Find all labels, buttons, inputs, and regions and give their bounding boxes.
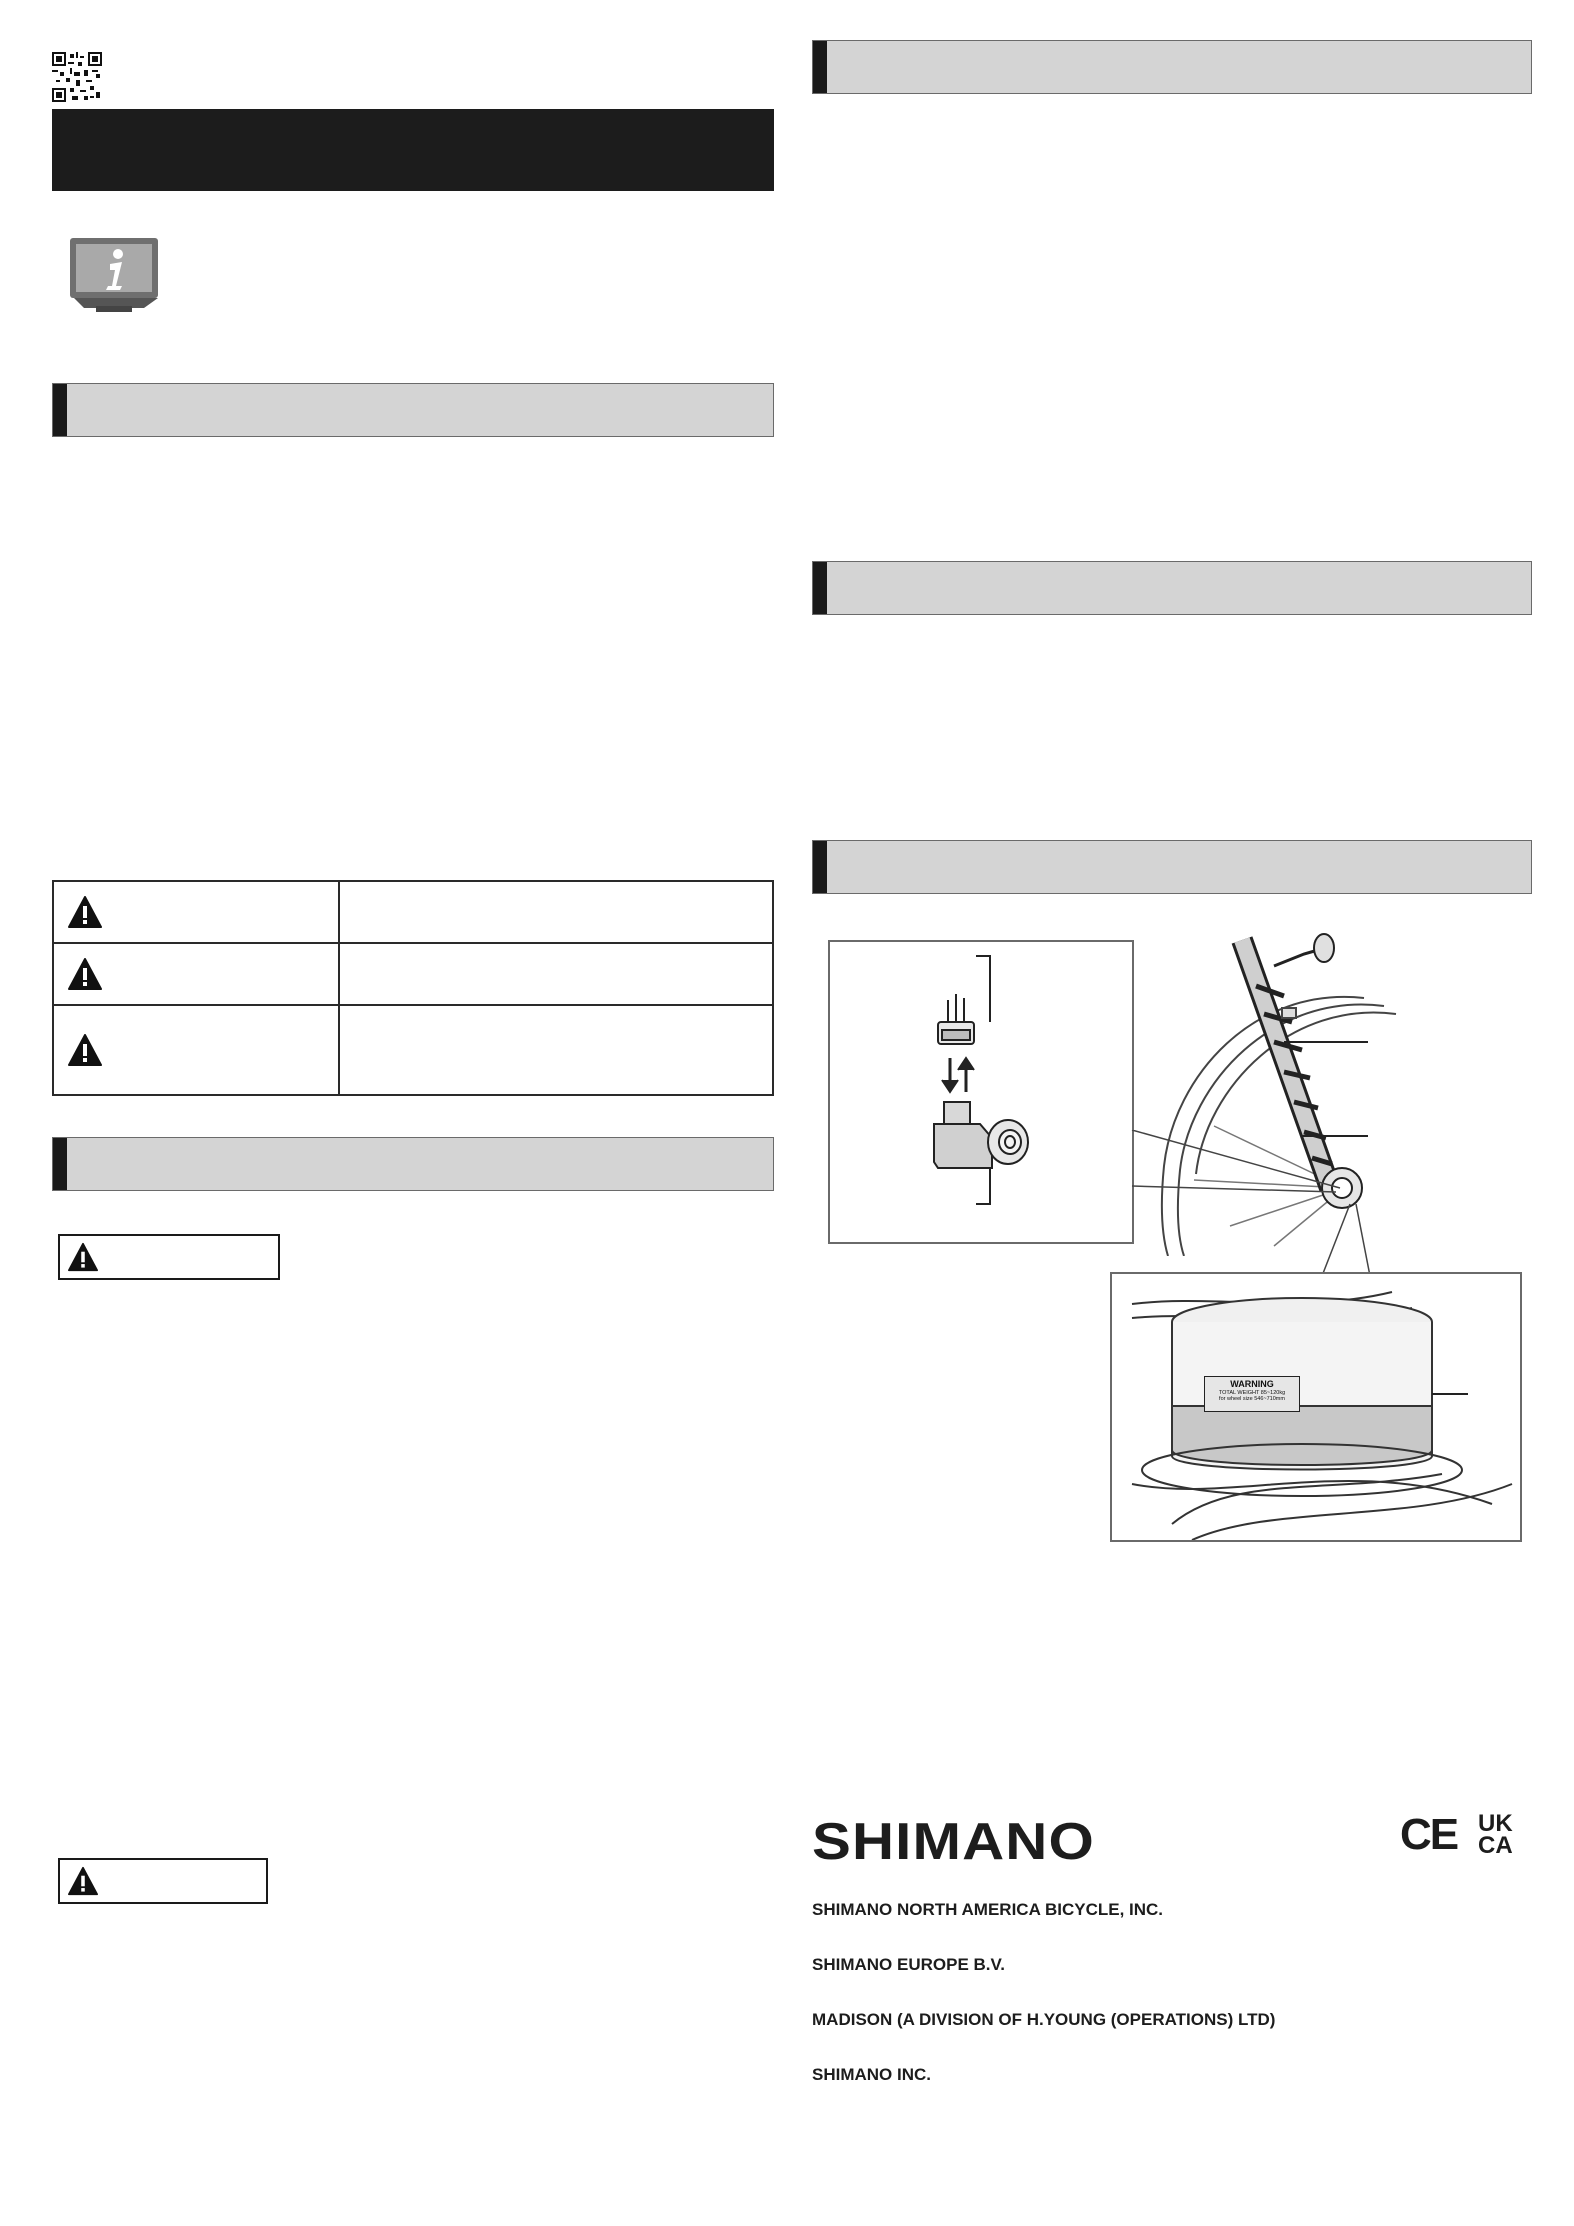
section-header bbox=[812, 840, 1532, 894]
address-line: MADISON (A DIVISION OF H.YOUNG (OPERATIONS) LTD) bbox=[812, 2010, 1276, 2029]
warning-label-box bbox=[58, 1234, 280, 1280]
warning-triangle-icon bbox=[68, 1866, 98, 1896]
warning-label-box bbox=[58, 1858, 268, 1904]
zoom-guide-lines bbox=[1080, 1130, 1380, 1280]
hub-illustration bbox=[1112, 1274, 1520, 1540]
warning-triangle-icon bbox=[68, 1034, 102, 1066]
sticker-line-2: for wheel size 546~710mm bbox=[1219, 1395, 1285, 1402]
table-row bbox=[54, 882, 772, 944]
table-row bbox=[54, 944, 772, 1006]
address-line: SHIMANO EUROPE B.V. bbox=[812, 1955, 1006, 1974]
warning-triangle-icon bbox=[68, 1242, 98, 1272]
section-header bbox=[52, 1137, 774, 1191]
warning-triangle-icon bbox=[68, 896, 102, 928]
sticker-line-1: TOTAL WEIGHT 85~120kg bbox=[1218, 1390, 1286, 1396]
ukca-mark-top: UK bbox=[1478, 1810, 1513, 1837]
ce-mark: CE bbox=[1400, 1810, 1458, 1859]
qr-code bbox=[52, 52, 102, 102]
section-header bbox=[52, 383, 774, 437]
info-monitor-icon bbox=[64, 236, 164, 314]
section-header bbox=[812, 40, 1532, 94]
shimano-logo: SHIMANO bbox=[812, 1813, 1095, 1871]
section-header bbox=[812, 561, 1532, 615]
title-bar bbox=[52, 109, 774, 191]
address-line: SHIMANO NORTH AMERICA BICYCLE, INC. bbox=[812, 1900, 1164, 1919]
warning-level-table bbox=[52, 880, 774, 1096]
warning-triangle-icon bbox=[68, 958, 102, 990]
sticker-heading: WARNING bbox=[1230, 1379, 1274, 1389]
table-row bbox=[54, 1006, 772, 1094]
address-line: SHIMANO INC. bbox=[812, 2065, 931, 2084]
hub-warning-sticker bbox=[1204, 1376, 1300, 1412]
hub-label-detail-figure bbox=[1110, 1272, 1522, 1542]
ukca-mark-bottom: CA bbox=[1478, 1832, 1513, 1859]
